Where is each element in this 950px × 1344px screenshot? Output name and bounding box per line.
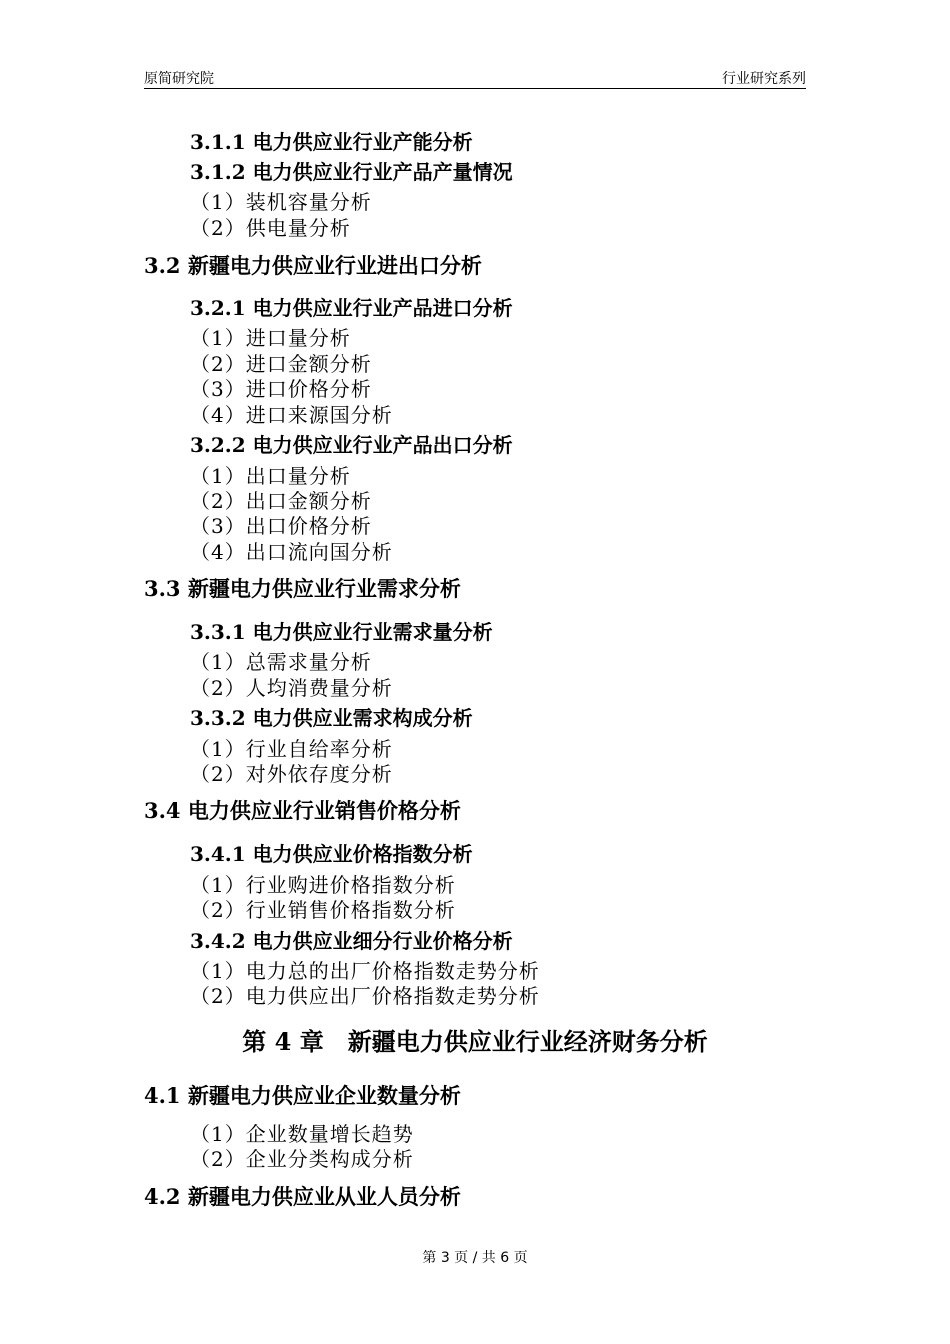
subsection-heading: 3.3.1 电力供应业行业需求量分析 <box>190 620 493 644</box>
subsection-heading: 3.1.1 电力供应业行业产能分析 <box>190 130 473 154</box>
subsection-heading: 3.4.2 电力供应业细分行业价格分析 <box>190 929 513 953</box>
section-heading: 4.2 新疆电力供应业从业人员分析 <box>144 1184 461 1209</box>
chapter-heading: 第 4 章 新疆电力供应业行业经济财务分析 <box>242 1027 708 1056</box>
toc-item: （1）总需求量分析 <box>190 650 372 674</box>
toc-item: （1）装机容量分析 <box>190 190 372 214</box>
toc-item: （2）行业销售价格指数分析 <box>190 898 456 922</box>
toc-item: （1）进口量分析 <box>190 326 351 350</box>
section-heading: 4.1 新疆电力供应业企业数量分析 <box>144 1083 461 1108</box>
toc-item: （3）出口价格分析 <box>190 514 372 538</box>
section-heading: 3.3 新疆电力供应业行业需求分析 <box>144 576 461 601</box>
page-number: 第 3 页 / 共 6 页 <box>422 1250 528 1266</box>
section-heading: 3.2 新疆电力供应业行业进出口分析 <box>144 253 482 278</box>
toc-item: （2）人均消费量分析 <box>190 676 393 700</box>
toc-item: （2）进口金额分析 <box>190 352 372 376</box>
header-publisher: 原简研究院 <box>144 71 214 87</box>
section-heading: 3.4 电力供应业行业销售价格分析 <box>144 798 461 823</box>
toc-item: （2）企业分类构成分析 <box>190 1147 414 1171</box>
toc-item: （4）进口来源国分析 <box>190 403 393 427</box>
subsection-heading: 3.2.2 电力供应业行业产品出口分析 <box>190 433 513 457</box>
toc-item: （2）供电量分析 <box>190 216 351 240</box>
toc-item: （2）对外依存度分析 <box>190 762 393 786</box>
subsection-heading: 3.2.1 电力供应业行业产品进口分析 <box>190 296 513 320</box>
toc-item: （2）电力供应出厂价格指数走势分析 <box>190 984 540 1008</box>
toc-item: （1）企业数量增长趋势 <box>190 1122 414 1146</box>
header-series: 行业研究系列 <box>722 71 806 87</box>
toc-item: （2）出口金额分析 <box>190 489 372 513</box>
toc-item: （3）进口价格分析 <box>190 377 372 401</box>
toc-item: （1）电力总的出厂价格指数走势分析 <box>190 959 540 983</box>
subsection-heading: 3.1.2 电力供应业行业产品产量情况 <box>190 160 513 184</box>
toc-item: （4）出口流向国分析 <box>190 540 393 564</box>
header-divider <box>144 88 806 89</box>
toc-item: （1）行业购进价格指数分析 <box>190 873 456 897</box>
subsection-heading: 3.3.2 电力供应业需求构成分析 <box>190 706 473 730</box>
toc-item: （1）出口量分析 <box>190 464 351 488</box>
subsection-heading: 3.4.1 电力供应业价格指数分析 <box>190 842 473 866</box>
toc-item: （1）行业自给率分析 <box>190 737 393 761</box>
